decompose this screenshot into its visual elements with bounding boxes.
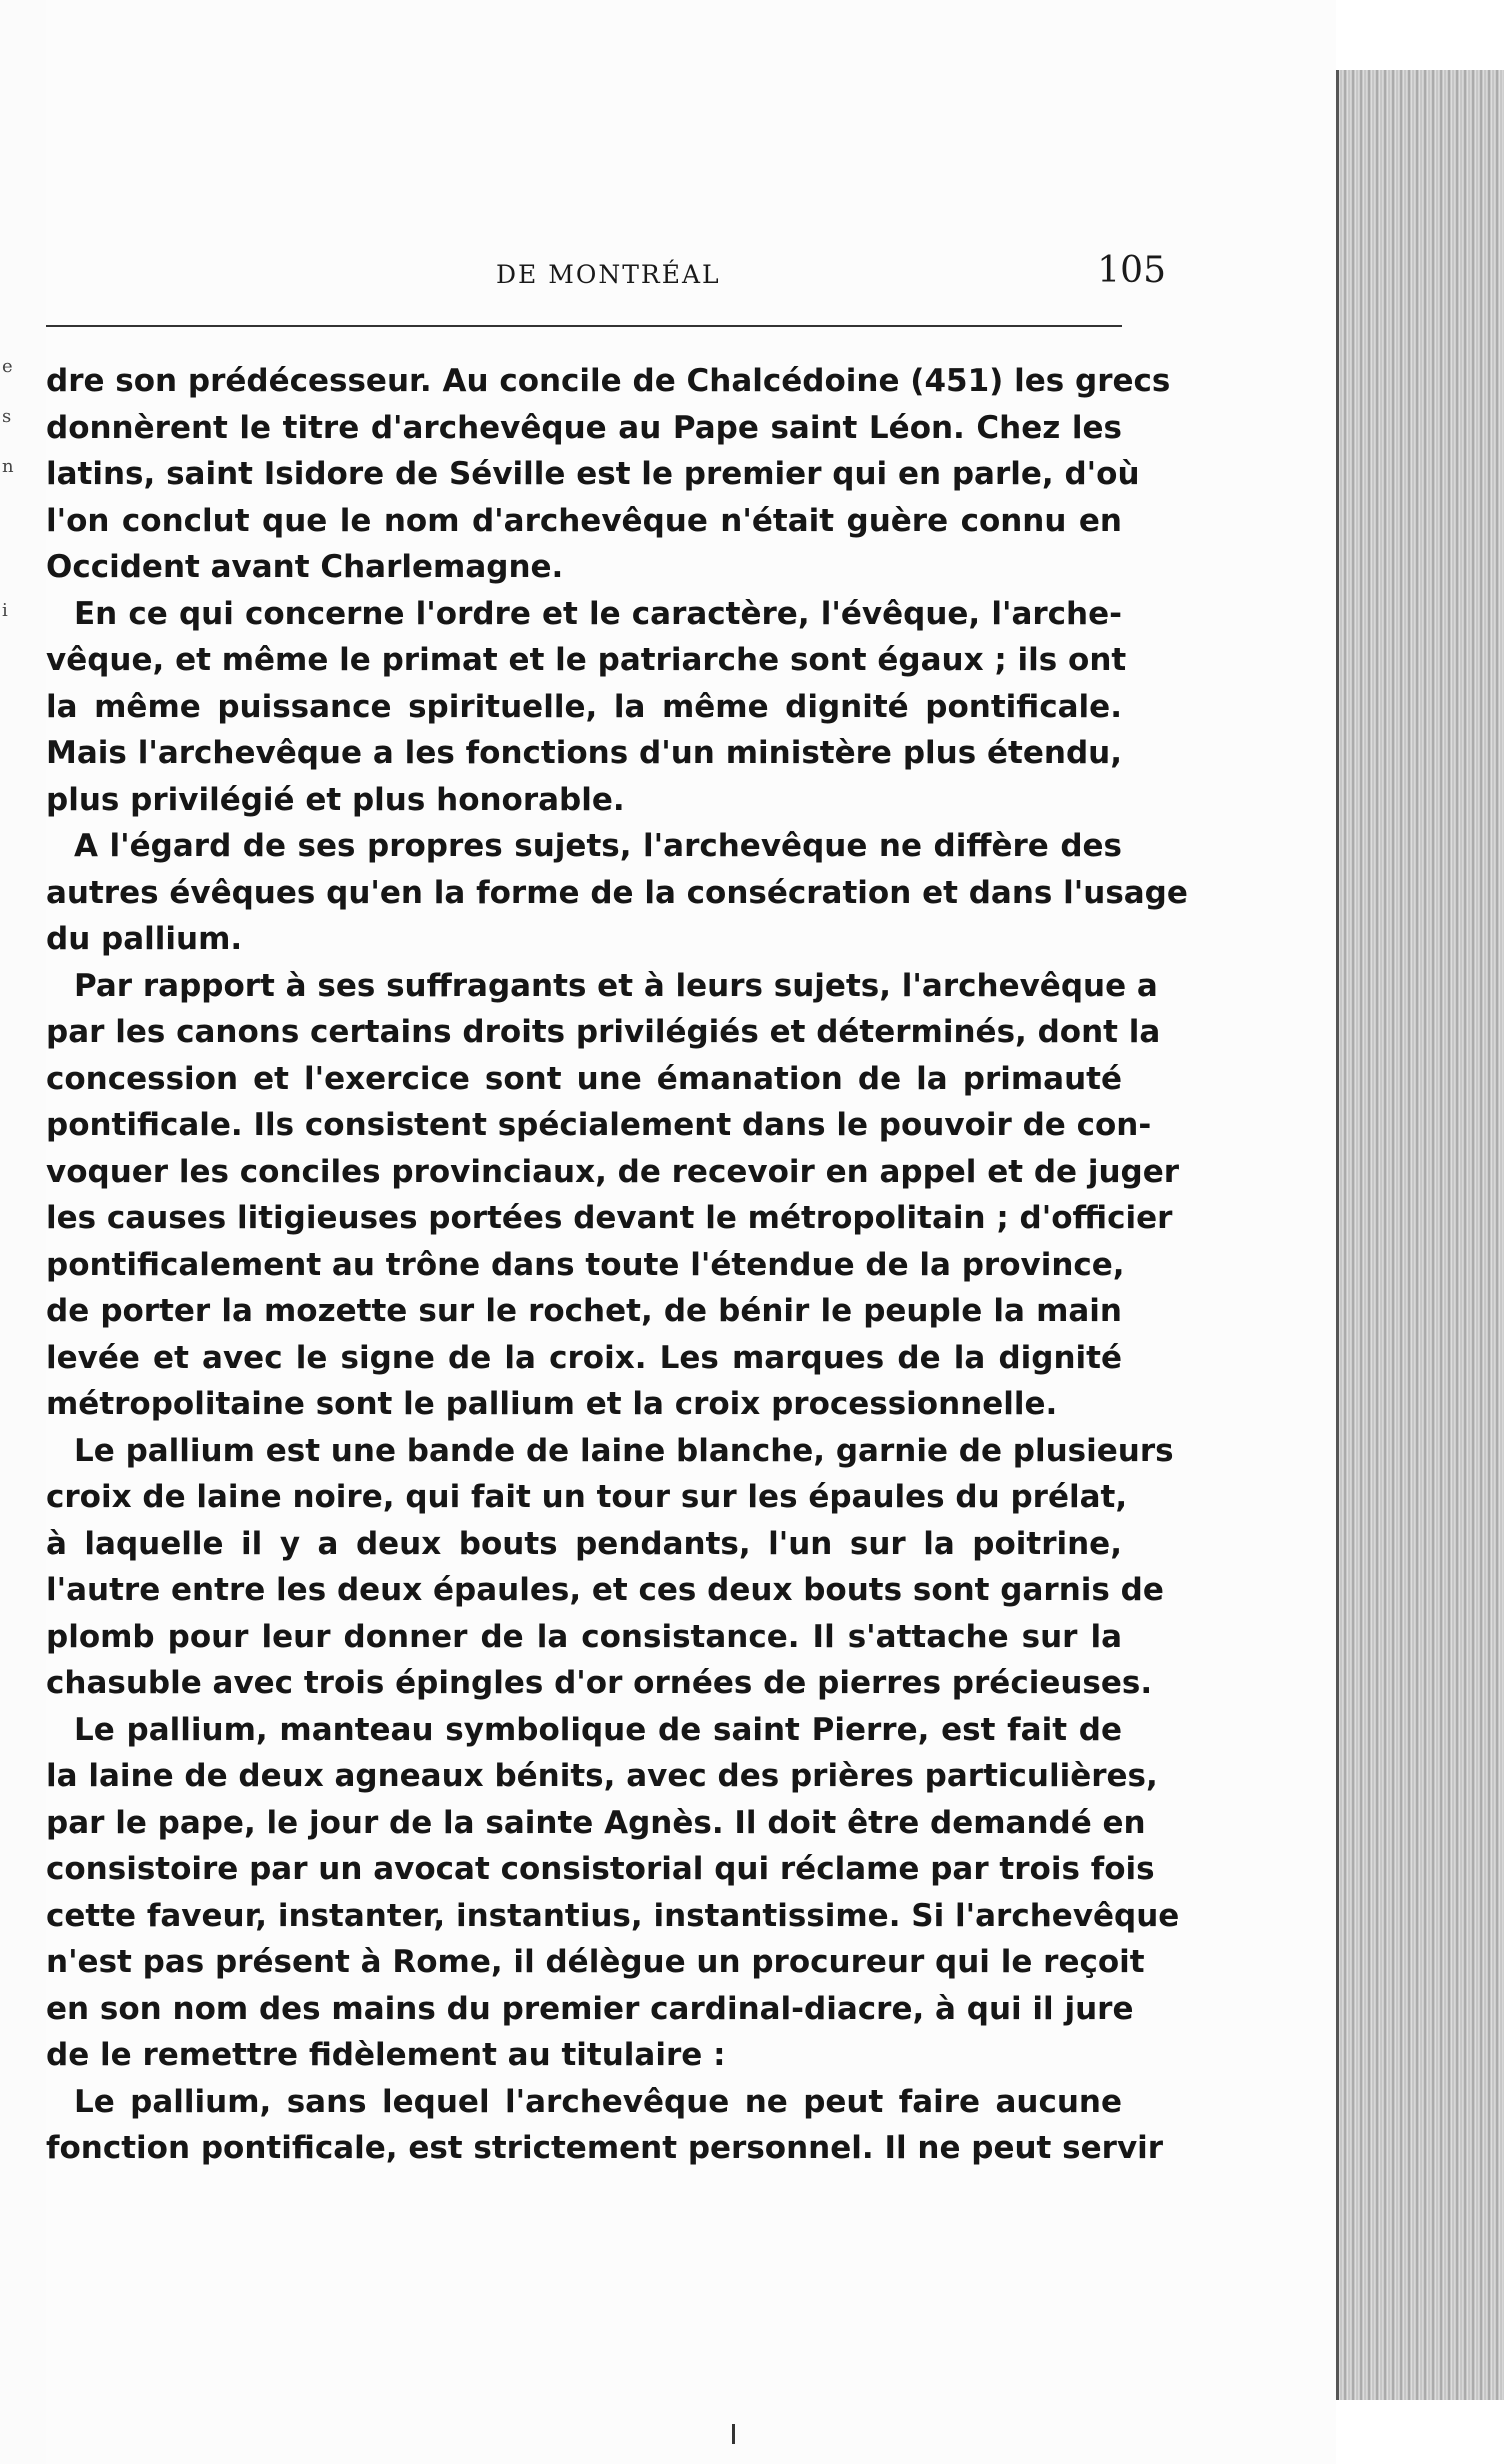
margin-glyph: s xyxy=(2,406,12,427)
text-line: l'autre entre les deux épaules, et ces deux bouts sont garnis de xyxy=(46,1572,1164,1608)
text-line: l'on conclut que le nom d'archevêque n'était guère connu en xyxy=(46,502,1122,539)
text-line: chasuble avec trois épingles d'or ornées de pierres précieuses. xyxy=(46,1665,1153,1701)
text-line: de le remettre fidèlement au titulaire : xyxy=(46,2037,726,2073)
text-line: à laquelle il y a deux bouts pendants, l'un sur la poitrine, xyxy=(46,1525,1122,1562)
text-line: Occident avant Charlemagne. xyxy=(46,549,564,585)
paragraph xyxy=(46,591,1127,824)
background xyxy=(1336,0,1504,70)
paragraph xyxy=(46,1707,1180,2079)
text-line: Le pallium, sans lequel l'archevêque ne peut faire aucune xyxy=(74,2083,1122,2120)
previous-page-edge xyxy=(0,0,50,2464)
text-line: autres évêques qu'en la forme de la consécration et dans l'usage xyxy=(46,874,1188,911)
margin-glyph: e xyxy=(2,356,13,377)
text-line: Par rapport à ses suffragants et à leurs sujets, l'archevêque a xyxy=(74,967,1158,1004)
background xyxy=(1336,2400,1504,2464)
text-line: vêque, et même le primat et le patriarche sont égaux ; ils ont xyxy=(46,642,1127,678)
paragraph xyxy=(46,358,1171,591)
page-stack-edge xyxy=(1336,70,1504,2400)
text-line: du pallium. xyxy=(46,921,243,957)
text-line: les causes litigieuses portées devant le métropolitain ; d'officier xyxy=(46,1200,1173,1236)
book-page xyxy=(46,0,1336,2464)
text-line: croix de laine noire, qui fait un tour sur les épaules du prélat, xyxy=(46,1479,1128,1515)
text-line: la même puissance spirituelle, la même dignité pontificale. xyxy=(46,688,1122,725)
page-header xyxy=(446,250,1166,300)
text-line: En ce qui concerne l'ordre et le caractère, l'évêque, l'arche- xyxy=(74,595,1122,632)
text-line: consistoire par un avocat consistorial qui réclame par trois fois xyxy=(46,1851,1155,1887)
text-line: Le pallium, manteau symbolique de saint Pierre, est fait de xyxy=(74,1711,1122,1748)
text-line: de porter la mozette sur le rochet, de bénir le peuple la main xyxy=(46,1293,1122,1329)
text-line: latins, saint Isidore de Séville est le premier qui en parle, d'où xyxy=(46,456,1140,492)
paragraph xyxy=(46,823,1188,963)
text-line: plus privilégié et plus honorable. xyxy=(46,781,625,818)
text-line: A l'égard de ses propres sujets, l'archevêque ne diffère des xyxy=(74,828,1122,864)
page-mark xyxy=(732,2424,735,2444)
text-line: plomb pour leur donner de la consistance. Il s'attache sur la xyxy=(46,1618,1122,1655)
text-line: pontificale. Ils consistent spécialement dans le pouvoir de con- xyxy=(46,1107,1152,1143)
text-line: concession et l'exercice sont une émanation de la primauté xyxy=(46,1060,1122,1097)
text-line: par les canons certains droits privilégiés et déterminés, dont la xyxy=(46,1014,1161,1050)
text-line: en son nom des mains du premier cardinal-diacre, à qui il jure xyxy=(46,1990,1134,2027)
paragraph xyxy=(46,1428,1174,1707)
paragraph xyxy=(46,963,1180,1428)
margin-glyph: i xyxy=(2,600,8,621)
running-head: DE MONTRÉAL xyxy=(496,260,721,289)
text-line: n'est pas présent à Rome, il délègue un procureur qui le reçoit xyxy=(46,1944,1145,1980)
margin-glyph: n xyxy=(2,456,14,477)
text-line: la laine de deux agneaux bénits, avec des prières particulières, xyxy=(46,1758,1158,1794)
page-number: 105 xyxy=(1097,250,1166,291)
text-line: Mais l'archevêque a les fonctions d'un ministère plus étendu, xyxy=(46,735,1122,771)
text-line: Le pallium est une bande de laine blanche, garnie de plusieurs xyxy=(74,1432,1174,1469)
text-line: cette faveur, instanter, instantius, instantissime. Si l'archevêque xyxy=(46,1897,1180,1934)
text-line: donnèrent le titre d'archevêque au Pape saint Léon. Chez les xyxy=(46,409,1122,446)
paragraph xyxy=(46,2079,1164,2172)
text-line: voquer les conciles provinciaux, de recevoir en appel et de juger xyxy=(46,1153,1180,1190)
body-text xyxy=(46,358,1188,2172)
text-line: pontificalement au trône dans toute l'étendue de la province, xyxy=(46,1246,1125,1283)
text-line: métropolitaine sont le pallium et la croix processionnelle. xyxy=(46,1386,1058,1422)
header-rule xyxy=(46,325,1122,327)
text-line: dre son prédécesseur. Au concile de Chalcédoine (451) les grecs xyxy=(46,363,1171,399)
text-line: fonction pontificale, est strictement personnel. Il ne peut servir xyxy=(46,2130,1164,2166)
text-line: par le pape, le jour de la sainte Agnès. Il doit être demandé en xyxy=(46,1804,1146,1841)
text-line: levée et avec le signe de la croix. Les marques de la dignité xyxy=(46,1339,1122,1376)
